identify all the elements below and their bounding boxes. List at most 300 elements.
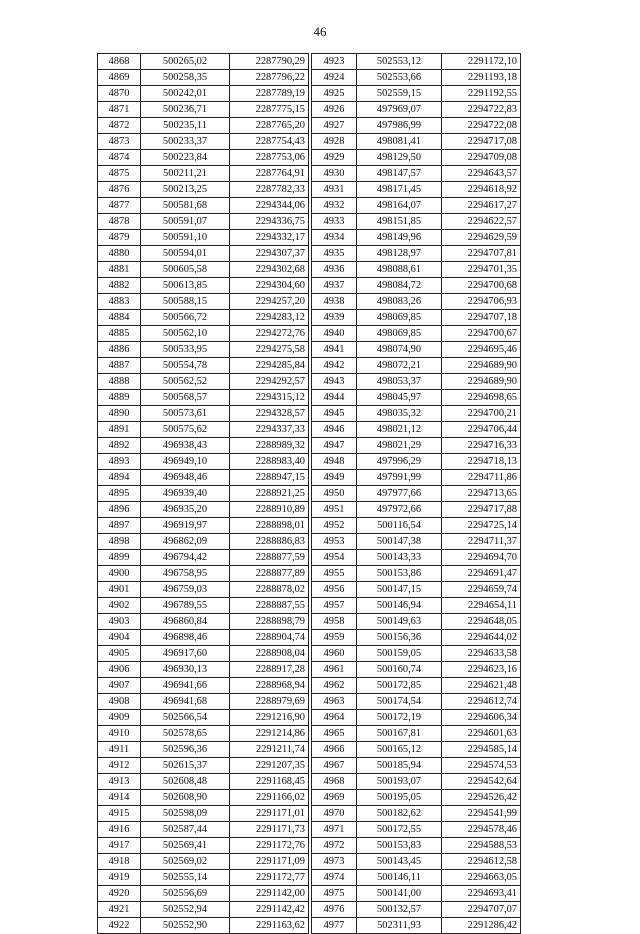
y-coordinate-cell: 2294302,68 (230, 262, 309, 278)
point-number-cell: 4947 (312, 438, 357, 454)
table-row (312, 742, 521, 758)
y-coordinate-cell: 2294272,76 (230, 326, 309, 342)
y-coordinate-cell: 2294700,67 (442, 326, 521, 342)
point-number-cell: 4962 (312, 678, 357, 694)
table-row (312, 54, 521, 70)
x-coordinate-cell: 500213,25 (141, 182, 230, 198)
x-coordinate-cell: 500182,62 (357, 806, 442, 822)
x-coordinate-cell: 502566,54 (141, 710, 230, 726)
table-row (98, 902, 309, 918)
x-coordinate-cell: 500591,10 (141, 230, 230, 246)
y-coordinate-cell: 2294542,64 (442, 774, 521, 790)
y-coordinate-cell: 2288886,83 (230, 534, 309, 550)
y-coordinate-cell: 2294709,08 (442, 150, 521, 166)
y-coordinate-cell: 2291171,09 (230, 854, 309, 870)
x-coordinate-cell: 498069,85 (357, 326, 442, 342)
y-coordinate-cell: 2291286,42 (442, 918, 521, 934)
y-coordinate-cell: 2294707,81 (442, 246, 521, 262)
table-row (312, 294, 521, 310)
x-coordinate-cell: 500146,94 (357, 598, 442, 614)
y-coordinate-cell: 2288921,25 (230, 486, 309, 502)
table-row (98, 582, 309, 598)
x-coordinate-cell: 498088,61 (357, 262, 442, 278)
point-number-cell: 4895 (98, 486, 141, 502)
point-number-cell: 4873 (98, 134, 141, 150)
x-coordinate-cell: 500594,01 (141, 246, 230, 262)
point-number-cell: 4894 (98, 470, 141, 486)
table-row (98, 262, 309, 278)
point-number-cell: 4877 (98, 198, 141, 214)
point-number-cell: 4952 (312, 518, 357, 534)
y-coordinate-cell: 2291216,90 (230, 710, 309, 726)
table-row (312, 390, 521, 406)
table-row (312, 310, 521, 326)
table-row (98, 854, 309, 870)
point-number-cell: 4924 (312, 70, 357, 86)
x-coordinate-cell: 496758,95 (141, 566, 230, 582)
point-number-cell: 4950 (312, 486, 357, 502)
y-coordinate-cell: 2294701,35 (442, 262, 521, 278)
table-row (312, 214, 521, 230)
point-number-cell: 4878 (98, 214, 141, 230)
table-row (312, 902, 521, 918)
x-coordinate-cell: 500195,05 (357, 790, 442, 806)
point-number-cell: 4912 (98, 758, 141, 774)
point-number-cell: 4958 (312, 614, 357, 630)
point-number-cell: 4916 (98, 822, 141, 838)
point-number-cell: 4870 (98, 86, 141, 102)
y-coordinate-cell: 2294574,53 (442, 758, 521, 774)
y-coordinate-cell: 2294694,70 (442, 550, 521, 566)
y-coordinate-cell: 2288877,59 (230, 550, 309, 566)
table-row (312, 710, 521, 726)
y-coordinate-cell: 2294629,59 (442, 230, 521, 246)
y-coordinate-cell: 2291193,18 (442, 70, 521, 86)
x-coordinate-cell: 502552,94 (141, 902, 230, 918)
table-row (98, 182, 309, 198)
point-number-cell: 4973 (312, 854, 357, 870)
table-row (312, 614, 521, 630)
point-number-cell: 4945 (312, 406, 357, 422)
x-coordinate-cell: 500146,11 (357, 870, 442, 886)
coordinates-table-right-body (312, 54, 521, 934)
x-coordinate-cell: 502615,37 (141, 758, 230, 774)
point-number-cell: 4937 (312, 278, 357, 294)
table-row (98, 134, 309, 150)
point-number-cell: 4966 (312, 742, 357, 758)
table-row (98, 566, 309, 582)
y-coordinate-cell: 2294526,42 (442, 790, 521, 806)
table-row (312, 342, 521, 358)
y-coordinate-cell: 2294617,27 (442, 198, 521, 214)
x-coordinate-cell: 496949,10 (141, 454, 230, 470)
coordinates-table-right (311, 53, 521, 934)
x-coordinate-cell: 500147,15 (357, 582, 442, 598)
x-coordinate-cell: 500591,07 (141, 214, 230, 230)
x-coordinate-cell: 498081,41 (357, 134, 442, 150)
table-row (98, 438, 309, 454)
x-coordinate-cell: 500143,45 (357, 854, 442, 870)
table-row (98, 214, 309, 230)
y-coordinate-cell: 2288983,40 (230, 454, 309, 470)
y-coordinate-cell: 2294700,68 (442, 278, 521, 294)
x-coordinate-cell: 497986,99 (357, 118, 442, 134)
table-row (98, 870, 309, 886)
point-number-cell: 4880 (98, 246, 141, 262)
point-number-cell: 4968 (312, 774, 357, 790)
y-coordinate-cell: 2288979,69 (230, 694, 309, 710)
y-coordinate-cell: 2294663,05 (442, 870, 521, 886)
x-coordinate-cell: 500613,85 (141, 278, 230, 294)
x-coordinate-cell: 502569,02 (141, 854, 230, 870)
y-coordinate-cell: 2294713,65 (442, 486, 521, 502)
point-number-cell: 4935 (312, 246, 357, 262)
point-number-cell: 4911 (98, 742, 141, 758)
y-coordinate-cell: 2287764,91 (230, 166, 309, 182)
x-coordinate-cell: 496935,20 (141, 502, 230, 518)
point-number-cell: 4896 (98, 502, 141, 518)
x-coordinate-cell: 500153,83 (357, 838, 442, 854)
y-coordinate-cell: 2294706,93 (442, 294, 521, 310)
x-coordinate-cell: 502555,14 (141, 870, 230, 886)
table-row (312, 598, 521, 614)
table-row (312, 406, 521, 422)
table-row (312, 886, 521, 902)
x-coordinate-cell: 500193,07 (357, 774, 442, 790)
y-coordinate-cell: 2288898,79 (230, 614, 309, 630)
x-coordinate-cell: 500159,05 (357, 646, 442, 662)
y-coordinate-cell: 2294606,34 (442, 710, 521, 726)
y-coordinate-cell: 2294711,86 (442, 470, 521, 486)
y-coordinate-cell: 2294585,14 (442, 742, 521, 758)
point-number-cell: 4976 (312, 902, 357, 918)
table-row (312, 806, 521, 822)
x-coordinate-cell: 500116,54 (357, 518, 442, 534)
x-coordinate-cell: 502569,41 (141, 838, 230, 854)
table-row (312, 246, 521, 262)
table-row (98, 102, 309, 118)
y-coordinate-cell: 2294644,02 (442, 630, 521, 646)
x-coordinate-cell: 500172,19 (357, 710, 442, 726)
y-coordinate-cell: 2294307,37 (230, 246, 309, 262)
point-number-cell: 4875 (98, 166, 141, 182)
x-coordinate-cell: 500174,54 (357, 694, 442, 710)
point-number-cell: 4906 (98, 662, 141, 678)
y-coordinate-cell: 2287765,20 (230, 118, 309, 134)
x-coordinate-cell: 500588,15 (141, 294, 230, 310)
point-number-cell: 4956 (312, 582, 357, 598)
y-coordinate-cell: 2294621,48 (442, 678, 521, 694)
y-coordinate-cell: 2294711,37 (442, 534, 521, 550)
point-number-cell: 4884 (98, 310, 141, 326)
x-coordinate-cell: 496941,66 (141, 678, 230, 694)
point-number-cell: 4888 (98, 374, 141, 390)
table-row (98, 358, 309, 374)
y-coordinate-cell: 2288878,02 (230, 582, 309, 598)
point-number-cell: 4920 (98, 886, 141, 902)
y-coordinate-cell: 2294698,65 (442, 390, 521, 406)
x-coordinate-cell: 500141,00 (357, 886, 442, 902)
y-coordinate-cell: 2294332,17 (230, 230, 309, 246)
x-coordinate-cell: 502311,93 (357, 918, 442, 934)
y-coordinate-cell: 2294292,57 (230, 374, 309, 390)
point-number-cell: 4953 (312, 534, 357, 550)
point-number-cell: 4936 (312, 262, 357, 278)
x-coordinate-cell: 497977,66 (357, 486, 442, 502)
y-coordinate-cell: 2288910,89 (230, 502, 309, 518)
x-coordinate-cell: 502608,48 (141, 774, 230, 790)
x-coordinate-cell: 500211,21 (141, 166, 230, 182)
y-coordinate-cell: 2291142,42 (230, 902, 309, 918)
y-coordinate-cell: 2291172,10 (442, 54, 521, 70)
point-number-cell: 4883 (98, 294, 141, 310)
y-coordinate-cell: 2294654,11 (442, 598, 521, 614)
x-coordinate-cell: 500566,72 (141, 310, 230, 326)
point-number-cell: 4955 (312, 566, 357, 582)
point-number-cell: 4923 (312, 54, 357, 70)
table-row (312, 118, 521, 134)
table-row (98, 726, 309, 742)
table-row (98, 294, 309, 310)
table-row (98, 550, 309, 566)
point-number-cell: 4889 (98, 390, 141, 406)
y-coordinate-cell: 2291171,01 (230, 806, 309, 822)
y-coordinate-cell: 2291207,35 (230, 758, 309, 774)
point-number-cell: 4903 (98, 614, 141, 630)
y-coordinate-cell: 2294722,08 (442, 118, 521, 134)
table-row (312, 870, 521, 886)
table-row (312, 550, 521, 566)
x-coordinate-cell: 496759,03 (141, 582, 230, 598)
table-row (98, 646, 309, 662)
x-coordinate-cell: 496930,13 (141, 662, 230, 678)
table-row (98, 166, 309, 182)
point-number-cell: 4944 (312, 390, 357, 406)
x-coordinate-cell: 496938,43 (141, 438, 230, 454)
table-row (98, 598, 309, 614)
y-coordinate-cell: 2291192,55 (442, 86, 521, 102)
point-number-cell: 4869 (98, 70, 141, 86)
table-row (312, 278, 521, 294)
y-coordinate-cell: 2294717,08 (442, 134, 521, 150)
table-row (98, 518, 309, 534)
y-coordinate-cell: 2288989,32 (230, 438, 309, 454)
coordinates-table-left-body (98, 54, 309, 934)
point-number-cell: 4887 (98, 358, 141, 374)
table-row (98, 502, 309, 518)
table-row (98, 678, 309, 694)
y-coordinate-cell: 2294716,33 (442, 438, 521, 454)
y-coordinate-cell: 2294304,60 (230, 278, 309, 294)
table-row (312, 358, 521, 374)
x-coordinate-cell: 498053,37 (357, 374, 442, 390)
y-coordinate-cell: 2287796,22 (230, 70, 309, 86)
x-coordinate-cell: 497991,99 (357, 470, 442, 486)
point-number-cell: 4919 (98, 870, 141, 886)
y-coordinate-cell: 2294691,47 (442, 566, 521, 582)
point-number-cell: 4971 (312, 822, 357, 838)
table-row (312, 582, 521, 598)
table-row (312, 566, 521, 582)
y-coordinate-cell: 2288968,94 (230, 678, 309, 694)
point-number-cell: 4925 (312, 86, 357, 102)
x-coordinate-cell: 500258,35 (141, 70, 230, 86)
y-coordinate-cell: 2291166,02 (230, 790, 309, 806)
x-coordinate-cell: 500533,95 (141, 342, 230, 358)
x-coordinate-cell: 498147,57 (357, 166, 442, 182)
x-coordinate-cell: 496898,46 (141, 630, 230, 646)
y-coordinate-cell: 2294707,07 (442, 902, 521, 918)
y-coordinate-cell: 2288904,74 (230, 630, 309, 646)
table-row (98, 710, 309, 726)
point-number-cell: 4899 (98, 550, 141, 566)
x-coordinate-cell: 500156,36 (357, 630, 442, 646)
x-coordinate-cell: 502578,65 (141, 726, 230, 742)
point-number-cell: 4934 (312, 230, 357, 246)
x-coordinate-cell: 498072,21 (357, 358, 442, 374)
x-coordinate-cell: 500581,68 (141, 198, 230, 214)
point-number-cell: 4907 (98, 678, 141, 694)
table-row (312, 438, 521, 454)
table-row (312, 262, 521, 278)
point-number-cell: 4917 (98, 838, 141, 854)
table-row (312, 646, 521, 662)
x-coordinate-cell: 500562,10 (141, 326, 230, 342)
x-coordinate-cell: 498074,90 (357, 342, 442, 358)
y-coordinate-cell: 2294601,63 (442, 726, 521, 742)
x-coordinate-cell: 497972,66 (357, 502, 442, 518)
table-row (312, 502, 521, 518)
point-number-cell: 4969 (312, 790, 357, 806)
table-row (312, 854, 521, 870)
x-coordinate-cell: 497996,29 (357, 454, 442, 470)
point-number-cell: 4918 (98, 854, 141, 870)
x-coordinate-cell: 502553,66 (357, 70, 442, 86)
x-coordinate-cell: 498083,26 (357, 294, 442, 310)
point-number-cell: 4879 (98, 230, 141, 246)
point-number-cell: 4898 (98, 534, 141, 550)
x-coordinate-cell: 500153,86 (357, 566, 442, 582)
x-coordinate-cell: 500185,94 (357, 758, 442, 774)
point-number-cell: 4954 (312, 550, 357, 566)
table-row (98, 534, 309, 550)
point-number-cell: 4913 (98, 774, 141, 790)
y-coordinate-cell: 2294618,92 (442, 182, 521, 198)
table-row (98, 118, 309, 134)
point-number-cell: 4946 (312, 422, 357, 438)
y-coordinate-cell: 2288947,15 (230, 470, 309, 486)
table-row (312, 454, 521, 470)
x-coordinate-cell: 500165,12 (357, 742, 442, 758)
x-coordinate-cell: 498164,07 (357, 198, 442, 214)
point-number-cell: 4963 (312, 694, 357, 710)
x-coordinate-cell: 500172,55 (357, 822, 442, 838)
y-coordinate-cell: 2294285,84 (230, 358, 309, 374)
table-row (312, 470, 521, 486)
x-coordinate-cell: 496862,09 (141, 534, 230, 550)
table-row (312, 726, 521, 742)
y-coordinate-cell: 2291172,77 (230, 870, 309, 886)
y-coordinate-cell: 2294622,57 (442, 214, 521, 230)
page-number: 46 (313, 24, 327, 39)
y-coordinate-cell: 2294283,12 (230, 310, 309, 326)
x-coordinate-cell: 502553,12 (357, 54, 442, 70)
y-coordinate-cell: 2294336,75 (230, 214, 309, 230)
point-number-cell: 4909 (98, 710, 141, 726)
x-coordinate-cell: 500265,02 (141, 54, 230, 70)
x-coordinate-cell: 498129,50 (357, 150, 442, 166)
x-coordinate-cell: 500147,38 (357, 534, 442, 550)
table-row (98, 374, 309, 390)
x-coordinate-cell: 500223,84 (141, 150, 230, 166)
y-coordinate-cell: 2291211,74 (230, 742, 309, 758)
point-number-cell: 4960 (312, 646, 357, 662)
y-coordinate-cell: 2288877,89 (230, 566, 309, 582)
x-coordinate-cell: 500132,57 (357, 902, 442, 918)
table-row (98, 742, 309, 758)
table-row (98, 918, 309, 934)
table-row (312, 422, 521, 438)
y-coordinate-cell: 2288887,55 (230, 598, 309, 614)
x-coordinate-cell: 502598,09 (141, 806, 230, 822)
x-coordinate-cell: 496789,55 (141, 598, 230, 614)
table-row (98, 662, 309, 678)
y-coordinate-cell: 2294578,46 (442, 822, 521, 838)
y-coordinate-cell: 2294706,44 (442, 422, 521, 438)
y-coordinate-cell: 2294623,16 (442, 662, 521, 678)
y-coordinate-cell: 2288898,01 (230, 518, 309, 534)
y-coordinate-cell: 2294541,99 (442, 806, 521, 822)
y-coordinate-cell: 2294689,90 (442, 374, 521, 390)
x-coordinate-cell: 502559,15 (357, 86, 442, 102)
x-coordinate-cell: 498084,72 (357, 278, 442, 294)
table-row (312, 678, 521, 694)
table-row (98, 838, 309, 854)
y-coordinate-cell: 2294337,33 (230, 422, 309, 438)
y-coordinate-cell: 2294693,41 (442, 886, 521, 902)
point-number-cell: 4975 (312, 886, 357, 902)
x-coordinate-cell: 500149,63 (357, 614, 442, 630)
point-number-cell: 4939 (312, 310, 357, 326)
table-row (312, 102, 521, 118)
x-coordinate-cell: 496939,40 (141, 486, 230, 502)
x-coordinate-cell: 498128,97 (357, 246, 442, 262)
table-row (98, 614, 309, 630)
x-coordinate-cell: 498035,32 (357, 406, 442, 422)
point-number-cell: 4965 (312, 726, 357, 742)
table-row (312, 486, 521, 502)
x-coordinate-cell: 496941,68 (141, 694, 230, 710)
y-coordinate-cell: 2287782,33 (230, 182, 309, 198)
point-number-cell: 4964 (312, 710, 357, 726)
x-coordinate-cell: 498045,97 (357, 390, 442, 406)
point-number-cell: 4897 (98, 518, 141, 534)
y-coordinate-cell: 2294689,90 (442, 358, 521, 374)
point-number-cell: 4949 (312, 470, 357, 486)
y-coordinate-cell: 2287753,06 (230, 150, 309, 166)
x-coordinate-cell: 496860,84 (141, 614, 230, 630)
point-number-cell: 4967 (312, 758, 357, 774)
point-number-cell: 4959 (312, 630, 357, 646)
point-number-cell: 4957 (312, 598, 357, 614)
point-number-cell: 4908 (98, 694, 141, 710)
point-number-cell: 4876 (98, 182, 141, 198)
y-coordinate-cell: 2294344,06 (230, 198, 309, 214)
table-row (98, 406, 309, 422)
table-row (312, 758, 521, 774)
x-coordinate-cell: 496919,97 (141, 518, 230, 534)
point-number-cell: 4932 (312, 198, 357, 214)
